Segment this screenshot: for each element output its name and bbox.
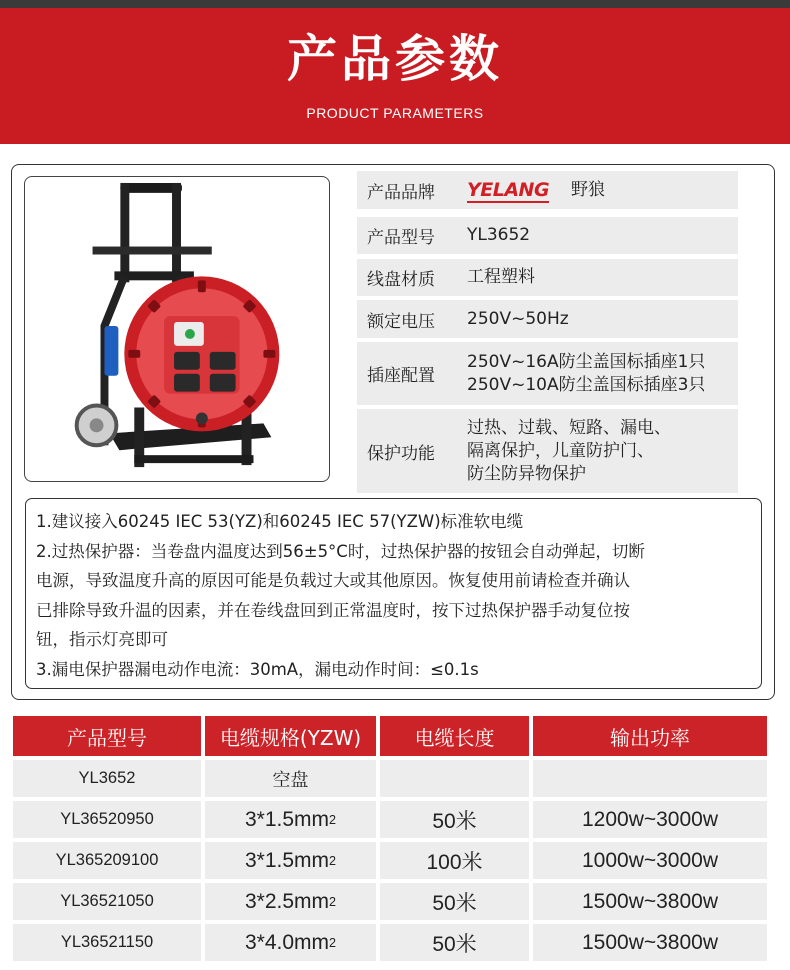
table-cell-length — [380, 760, 529, 797]
note-line: 1.建议接入60245 IEC 53(YZ)和60245 IEC 57(YZW)标准软电缆 — [36, 512, 524, 531]
table-cell-model: YL365209100 — [13, 842, 201, 879]
spec-row-socket-config — [357, 342, 738, 405]
table-cell-length: 50米 — [380, 801, 529, 838]
spec-value-line: 过热、过载、短路、漏电、 — [467, 417, 671, 438]
spec-row-brand — [357, 171, 738, 209]
table-cell-length: 100米 — [380, 842, 529, 879]
product-image — [24, 176, 330, 482]
spec-value: YL3652 — [467, 225, 531, 245]
table-header-model: 产品型号 — [13, 716, 201, 756]
table-cell-spec: 3*1.5mm 2 — [205, 842, 376, 879]
table-cell-power: 1500w~3800w — [533, 883, 767, 920]
table-cell-spec — [205, 760, 376, 797]
spec-row-model — [357, 217, 738, 254]
spec-label: 产品品牌 — [367, 182, 435, 203]
spec-text: 3*4.0mm — [244, 930, 329, 954]
table-cell-spec: 3*4.0mm 2 — [205, 924, 376, 961]
spec-value: 250V~50Hz — [467, 308, 569, 329]
page-subtitle: PRODUCT PARAMETERS — [306, 105, 484, 121]
table-cell-model: YL3652 — [13, 760, 201, 797]
top-dark-strip — [0, 0, 790, 8]
spec-value — [467, 409, 732, 493]
spec-text: 3*1.5mm — [244, 807, 329, 831]
brand-name: 野狼 — [571, 179, 606, 200]
usage-notes — [25, 498, 762, 689]
spec-row-protection — [357, 409, 738, 493]
table-cell-power: 1000w~3000w — [533, 842, 767, 879]
spec-value: 工程塑料 — [467, 267, 535, 287]
table-header-length: 电缆长度 — [380, 716, 529, 756]
spec-label: 额定电压 — [367, 311, 435, 332]
spec-value-line: 250V~10A防尘盖国标插座3只 — [467, 374, 706, 395]
table-cell-length: 50米 — [380, 883, 529, 920]
spec-label: 产品型号 — [367, 228, 435, 248]
note-line: 已排除导致升温的因素，并在卷线盘回到正常温度时，按下过热保护器手动复位按 — [36, 600, 630, 620]
spec-label: 保护功能 — [367, 443, 435, 464]
spec-text: 3*1.5mm — [244, 848, 329, 872]
table-cell-length: 50米 — [380, 924, 529, 961]
spec-text: 3*2.5mm — [244, 889, 329, 913]
note-line: 2.过热保护器：当卷盘内温度达到56±5°C时，过热保护器的按钮会自动弹起，切断 — [36, 541, 645, 561]
spec-value-line: 250V~16A防尘盖国标插座1只 — [467, 351, 706, 372]
table-cell-model: YL36521050 — [13, 883, 201, 920]
spec-value-line: 隔离保护，儿童防护门、 — [467, 440, 654, 461]
table-cell-power: 1500w~3800w — [533, 924, 767, 961]
spec-row-voltage — [357, 300, 738, 338]
spec-value — [467, 342, 732, 405]
spec-row-material — [357, 259, 738, 296]
spec-text: 空盘 — [272, 769, 309, 791]
product-info-panel — [11, 164, 775, 700]
cable-reel-illustration — [25, 177, 329, 481]
table-cell-power: 1200w~3000w — [533, 801, 767, 838]
spec-label: 插座配置 — [367, 366, 435, 386]
note-line: 钮，指示灯亮即可 — [36, 630, 168, 649]
spec-value-line: 防尘防异物保护 — [467, 463, 586, 484]
table-cell-model: YL36520950 — [13, 801, 201, 838]
table-cell-spec: 3*2.5mm 2 — [205, 883, 376, 920]
spec-label: 线盘材质 — [367, 270, 435, 290]
yelang-logo: YELANG — [467, 178, 550, 201]
table-header-spec: 电缆规格(YZW) — [205, 716, 376, 756]
note-line: 电源，导致温度升高的原因可能是负载过大或其他原因。恢复使用前请检查并确认 — [36, 571, 630, 590]
section-header — [0, 8, 790, 144]
note-line: 3.漏电保护器漏电动作电流：30mA，漏电动作时间：≤0.1s — [36, 659, 479, 679]
table-cell-spec: 3*1.5mm 2 — [205, 801, 376, 838]
table-cell-model: YL36521150 — [13, 924, 201, 961]
table-cell-power — [533, 760, 767, 797]
spec-value — [467, 171, 732, 209]
table-header-power: 输出功率 — [533, 716, 767, 756]
page-title: 产品参数 — [287, 30, 503, 88]
